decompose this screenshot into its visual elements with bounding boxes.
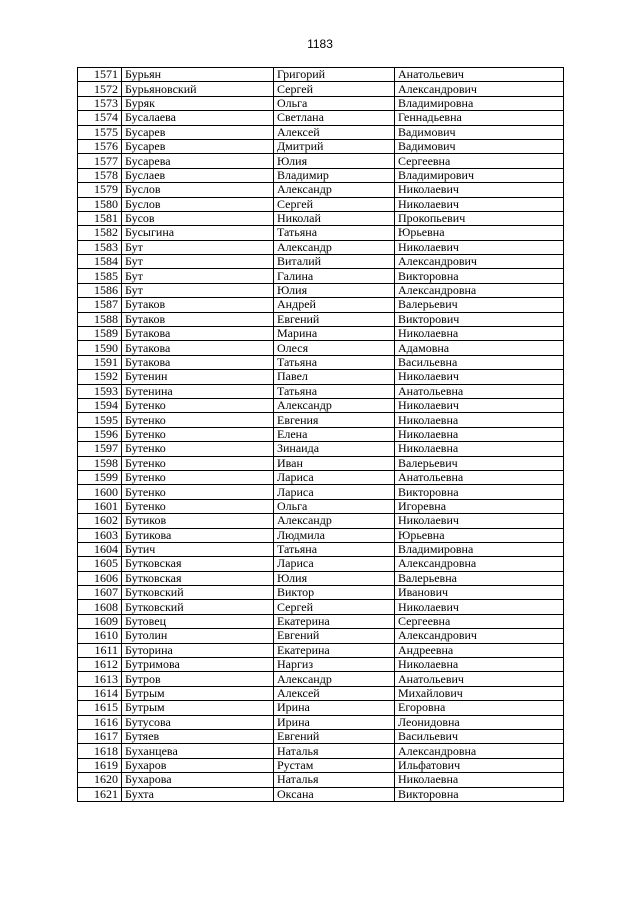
row-number-cell: 1599 xyxy=(78,470,122,484)
surname-cell: Бут xyxy=(122,240,274,254)
first-name-cell: Марина xyxy=(274,327,395,341)
surname-cell: Бутенко xyxy=(122,413,274,427)
table-row xyxy=(78,787,564,801)
surname-cell: Бутенко xyxy=(122,456,274,470)
surname-cell: Бутикова xyxy=(122,528,274,542)
patronymic-cell: Николаевна xyxy=(395,442,564,456)
patronymic-cell: Николаевич xyxy=(395,197,564,211)
table-row xyxy=(78,485,564,499)
table-row xyxy=(78,456,564,470)
row-number-cell: 1610 xyxy=(78,629,122,643)
patronymic-cell: Анатольевна xyxy=(395,470,564,484)
surname-cell: Бутрым xyxy=(122,686,274,700)
table-row xyxy=(78,240,564,254)
table-row xyxy=(78,715,564,729)
first-name-cell: Татьяна xyxy=(274,384,395,398)
patronymic-cell: Николаевна xyxy=(395,413,564,427)
surname-cell: Бурьяновский xyxy=(122,82,274,96)
table-row xyxy=(78,729,564,743)
table-row xyxy=(78,528,564,542)
first-name-cell: Сергей xyxy=(274,197,395,211)
patronymic-cell: Геннадьевна xyxy=(395,111,564,125)
first-name-cell: Ольга xyxy=(274,499,395,513)
patronymic-cell: Анатольевна xyxy=(395,384,564,398)
surname-cell: Бут xyxy=(122,283,274,297)
first-name-cell: Александр xyxy=(274,672,395,686)
patronymic-cell: Викторовна xyxy=(395,787,564,801)
table-row xyxy=(78,226,564,240)
row-number-cell: 1598 xyxy=(78,456,122,470)
table-row xyxy=(78,470,564,484)
row-number-cell: 1596 xyxy=(78,427,122,441)
row-number-cell: 1618 xyxy=(78,744,122,758)
first-name-cell: Юлия xyxy=(274,571,395,585)
surname-cell: Бутенко xyxy=(122,499,274,513)
surname-cell: Бухта xyxy=(122,787,274,801)
surname-cell: Буслаев xyxy=(122,168,274,182)
first-name-cell: Зинаида xyxy=(274,442,395,456)
patronymic-cell: Адамовна xyxy=(395,341,564,355)
name-roster-table xyxy=(77,67,564,802)
surname-cell: Бусыгина xyxy=(122,226,274,240)
first-name-cell: Лариса xyxy=(274,557,395,571)
row-number-cell: 1586 xyxy=(78,283,122,297)
table-row xyxy=(78,701,564,715)
roster-body xyxy=(78,68,564,802)
patronymic-cell: Михайлович xyxy=(395,686,564,700)
surname-cell: Бутусова xyxy=(122,715,274,729)
row-number-cell: 1602 xyxy=(78,514,122,528)
first-name-cell: Владимир xyxy=(274,168,395,182)
row-number-cell: 1597 xyxy=(78,442,122,456)
patronymic-cell: Юрьевна xyxy=(395,226,564,240)
patronymic-cell: Александрович xyxy=(395,82,564,96)
row-number-cell: 1606 xyxy=(78,571,122,585)
table-row xyxy=(78,168,564,182)
surname-cell: Бутяев xyxy=(122,729,274,743)
first-name-cell: Евгений xyxy=(274,312,395,326)
table-row xyxy=(78,586,564,600)
surname-cell: Бутакова xyxy=(122,355,274,369)
first-name-cell: Екатерина xyxy=(274,643,395,657)
first-name-cell: Оксана xyxy=(274,787,395,801)
table-row xyxy=(78,542,564,556)
patronymic-cell: Викторовна xyxy=(395,485,564,499)
row-number-cell: 1593 xyxy=(78,384,122,398)
first-name-cell: Николай xyxy=(274,211,395,225)
row-number-cell: 1580 xyxy=(78,197,122,211)
patronymic-cell: Иванович xyxy=(395,586,564,600)
patronymic-cell: Валерьевич xyxy=(395,456,564,470)
first-name-cell: Татьяна xyxy=(274,542,395,556)
surname-cell: Бусов xyxy=(122,211,274,225)
row-number-cell: 1581 xyxy=(78,211,122,225)
table-row xyxy=(78,312,564,326)
row-number-cell: 1620 xyxy=(78,773,122,787)
table-row xyxy=(78,672,564,686)
table-row xyxy=(78,139,564,153)
row-number-cell: 1575 xyxy=(78,125,122,139)
surname-cell: Бутковский xyxy=(122,586,274,600)
row-number-cell: 1614 xyxy=(78,686,122,700)
row-number-cell: 1603 xyxy=(78,528,122,542)
surname-cell: Бут xyxy=(122,255,274,269)
patronymic-cell: Александрович xyxy=(395,255,564,269)
first-name-cell: Ольга xyxy=(274,96,395,110)
table-row xyxy=(78,744,564,758)
patronymic-cell: Владимирович xyxy=(395,168,564,182)
table-row xyxy=(78,758,564,772)
surname-cell: Бухарова xyxy=(122,773,274,787)
row-number-cell: 1591 xyxy=(78,355,122,369)
patronymic-cell: Егоровна xyxy=(395,701,564,715)
patronymic-cell: Игоревна xyxy=(395,499,564,513)
patronymic-cell: Викторович xyxy=(395,312,564,326)
patronymic-cell: Сергеевна xyxy=(395,154,564,168)
surname-cell: Бутенко xyxy=(122,398,274,412)
row-number-cell: 1579 xyxy=(78,183,122,197)
first-name-cell: Андрей xyxy=(274,298,395,312)
patronymic-cell: Васильевна xyxy=(395,355,564,369)
first-name-cell: Павел xyxy=(274,370,395,384)
table-row xyxy=(78,398,564,412)
patronymic-cell: Юрьевна xyxy=(395,528,564,542)
first-name-cell: Алексей xyxy=(274,686,395,700)
first-name-cell: Григорий xyxy=(274,68,395,82)
patronymic-cell: Владимировна xyxy=(395,542,564,556)
row-number-cell: 1573 xyxy=(78,96,122,110)
table-row xyxy=(78,82,564,96)
first-name-cell: Татьяна xyxy=(274,355,395,369)
row-number-cell: 1605 xyxy=(78,557,122,571)
table-row xyxy=(78,427,564,441)
row-number-cell: 1587 xyxy=(78,298,122,312)
surname-cell: Буряк xyxy=(122,96,274,110)
first-name-cell: Юлия xyxy=(274,154,395,168)
row-number-cell: 1619 xyxy=(78,758,122,772)
row-number-cell: 1607 xyxy=(78,586,122,600)
surname-cell: Бусарев xyxy=(122,125,274,139)
surname-cell: Бутров xyxy=(122,672,274,686)
table-row xyxy=(78,355,564,369)
row-number-cell: 1600 xyxy=(78,485,122,499)
patronymic-cell: Вадимович xyxy=(395,125,564,139)
first-name-cell: Александр xyxy=(274,398,395,412)
patronymic-cell: Васильевич xyxy=(395,729,564,743)
table-row xyxy=(78,413,564,427)
first-name-cell: Ирина xyxy=(274,701,395,715)
first-name-cell: Наталья xyxy=(274,773,395,787)
first-name-cell: Наталья xyxy=(274,744,395,758)
row-number-cell: 1609 xyxy=(78,614,122,628)
first-name-cell: Лариса xyxy=(274,485,395,499)
surname-cell: Буслов xyxy=(122,183,274,197)
row-number-cell: 1583 xyxy=(78,240,122,254)
patronymic-cell: Николаевич xyxy=(395,370,564,384)
table-row xyxy=(78,686,564,700)
surname-cell: Бутовец xyxy=(122,614,274,628)
row-number-cell: 1571 xyxy=(78,68,122,82)
row-number-cell: 1611 xyxy=(78,643,122,657)
patronymic-cell: Андреевна xyxy=(395,643,564,657)
first-name-cell: Евгений xyxy=(274,629,395,643)
first-name-cell: Галина xyxy=(274,269,395,283)
surname-cell: Буханцева xyxy=(122,744,274,758)
first-name-cell: Александр xyxy=(274,240,395,254)
page-number: 1183 xyxy=(307,37,333,51)
surname-cell: Бутакова xyxy=(122,341,274,355)
surname-cell: Буслов xyxy=(122,197,274,211)
first-name-cell: Олеся xyxy=(274,341,395,355)
patronymic-cell: Александровна xyxy=(395,557,564,571)
table-row xyxy=(78,341,564,355)
surname-cell: Бутакова xyxy=(122,327,274,341)
patronymic-cell: Николаевич xyxy=(395,398,564,412)
first-name-cell: Евгения xyxy=(274,413,395,427)
table-row xyxy=(78,154,564,168)
patronymic-cell: Александровна xyxy=(395,744,564,758)
surname-cell: Бутенко xyxy=(122,485,274,499)
surname-cell: Бусалаева xyxy=(122,111,274,125)
table-row xyxy=(78,255,564,269)
table-row xyxy=(78,197,564,211)
patronymic-cell: Прокопьевич xyxy=(395,211,564,225)
first-name-cell: Татьяна xyxy=(274,226,395,240)
patronymic-cell: Сергеевна xyxy=(395,614,564,628)
first-name-cell: Людмила xyxy=(274,528,395,542)
surname-cell: Бутрым xyxy=(122,701,274,715)
row-number-cell: 1589 xyxy=(78,327,122,341)
surname-cell: Бутолин xyxy=(122,629,274,643)
table-row xyxy=(78,514,564,528)
patronymic-cell: Викторовна xyxy=(395,269,564,283)
patronymic-cell: Николаевич xyxy=(395,514,564,528)
patronymic-cell: Николаевна xyxy=(395,773,564,787)
table-row xyxy=(78,499,564,513)
patronymic-cell: Владимировна xyxy=(395,96,564,110)
row-number-cell: 1595 xyxy=(78,413,122,427)
table-row xyxy=(78,629,564,643)
table-row xyxy=(78,96,564,110)
surname-cell: Бутаков xyxy=(122,298,274,312)
table-row xyxy=(78,327,564,341)
row-number-cell: 1616 xyxy=(78,715,122,729)
patronymic-cell: Николаевна xyxy=(395,327,564,341)
first-name-cell: Сергей xyxy=(274,600,395,614)
surname-cell: Бутенко xyxy=(122,427,274,441)
row-number-cell: 1608 xyxy=(78,600,122,614)
surname-cell: Бутримова xyxy=(122,658,274,672)
first-name-cell: Дмитрий xyxy=(274,139,395,153)
row-number-cell: 1582 xyxy=(78,226,122,240)
row-number-cell: 1592 xyxy=(78,370,122,384)
patronymic-cell: Вадимович xyxy=(395,139,564,153)
first-name-cell: Сергей xyxy=(274,82,395,96)
first-name-cell: Лариса xyxy=(274,470,395,484)
first-name-cell: Юлия xyxy=(274,283,395,297)
surname-cell: Бутенко xyxy=(122,442,274,456)
first-name-cell: Наргиз xyxy=(274,658,395,672)
table-row xyxy=(78,283,564,297)
first-name-cell: Виктор xyxy=(274,586,395,600)
first-name-cell: Елена xyxy=(274,427,395,441)
first-name-cell: Александр xyxy=(274,514,395,528)
patronymic-cell: Леонидовна xyxy=(395,715,564,729)
surname-cell: Бутаков xyxy=(122,312,274,326)
patronymic-cell: Александровна xyxy=(395,283,564,297)
patronymic-cell: Валерьевна xyxy=(395,571,564,585)
first-name-cell: Александр xyxy=(274,183,395,197)
row-number-cell: 1574 xyxy=(78,111,122,125)
first-name-cell: Екатерина xyxy=(274,614,395,628)
table-row xyxy=(78,370,564,384)
row-number-cell: 1584 xyxy=(78,255,122,269)
patronymic-cell: Николаевич xyxy=(395,240,564,254)
surname-cell: Бутковская xyxy=(122,571,274,585)
patronymic-cell: Анатольевич xyxy=(395,672,564,686)
surname-cell: Бутковская xyxy=(122,557,274,571)
surname-cell: Бусарева xyxy=(122,154,274,168)
surname-cell: Бут xyxy=(122,269,274,283)
patronymic-cell: Николаевич xyxy=(395,600,564,614)
table-row xyxy=(78,125,564,139)
row-number-cell: 1613 xyxy=(78,672,122,686)
table-row xyxy=(78,658,564,672)
table-row xyxy=(78,614,564,628)
table-row xyxy=(78,773,564,787)
table-row xyxy=(78,211,564,225)
row-number-cell: 1601 xyxy=(78,499,122,513)
table-row xyxy=(78,442,564,456)
row-number-cell: 1604 xyxy=(78,542,122,556)
patronymic-cell: Николаевич xyxy=(395,183,564,197)
first-name-cell: Рустам xyxy=(274,758,395,772)
surname-cell: Буторина xyxy=(122,643,274,657)
row-number-cell: 1576 xyxy=(78,139,122,153)
table-row xyxy=(78,183,564,197)
patronymic-cell: Анатольевич xyxy=(395,68,564,82)
row-number-cell: 1578 xyxy=(78,168,122,182)
table-row xyxy=(78,600,564,614)
table-row xyxy=(78,643,564,657)
row-number-cell: 1585 xyxy=(78,269,122,283)
table-row xyxy=(78,111,564,125)
table-row xyxy=(78,557,564,571)
row-number-cell: 1588 xyxy=(78,312,122,326)
table-row xyxy=(78,298,564,312)
surname-cell: Бурьян xyxy=(122,68,274,82)
surname-cell: Бутенин xyxy=(122,370,274,384)
surname-cell: Бусарев xyxy=(122,139,274,153)
first-name-cell: Евгений xyxy=(274,729,395,743)
first-name-cell: Светлана xyxy=(274,111,395,125)
surname-cell: Бутич xyxy=(122,542,274,556)
row-number-cell: 1590 xyxy=(78,341,122,355)
row-number-cell: 1621 xyxy=(78,787,122,801)
row-number-cell: 1572 xyxy=(78,82,122,96)
table-row xyxy=(78,571,564,585)
patronymic-cell: Валерьевич xyxy=(395,298,564,312)
table-row xyxy=(78,68,564,82)
table-row xyxy=(78,384,564,398)
surname-cell: Бухаров xyxy=(122,758,274,772)
surname-cell: Бутиков xyxy=(122,514,274,528)
surname-cell: Бутенко xyxy=(122,470,274,484)
first-name-cell: Виталий xyxy=(274,255,395,269)
row-number-cell: 1577 xyxy=(78,154,122,168)
patronymic-cell: Николаевна xyxy=(395,427,564,441)
first-name-cell: Алексей xyxy=(274,125,395,139)
row-number-cell: 1594 xyxy=(78,398,122,412)
first-name-cell: Иван xyxy=(274,456,395,470)
row-number-cell: 1615 xyxy=(78,701,122,715)
patronymic-cell: Николаевна xyxy=(395,658,564,672)
first-name-cell: Ирина xyxy=(274,715,395,729)
table-row xyxy=(78,269,564,283)
surname-cell: Бутенина xyxy=(122,384,274,398)
surname-cell: Бутковский xyxy=(122,600,274,614)
row-number-cell: 1617 xyxy=(78,729,122,743)
patronymic-cell: Ильфатович xyxy=(395,758,564,772)
patronymic-cell: Александрович xyxy=(395,629,564,643)
row-number-cell: 1612 xyxy=(78,658,122,672)
